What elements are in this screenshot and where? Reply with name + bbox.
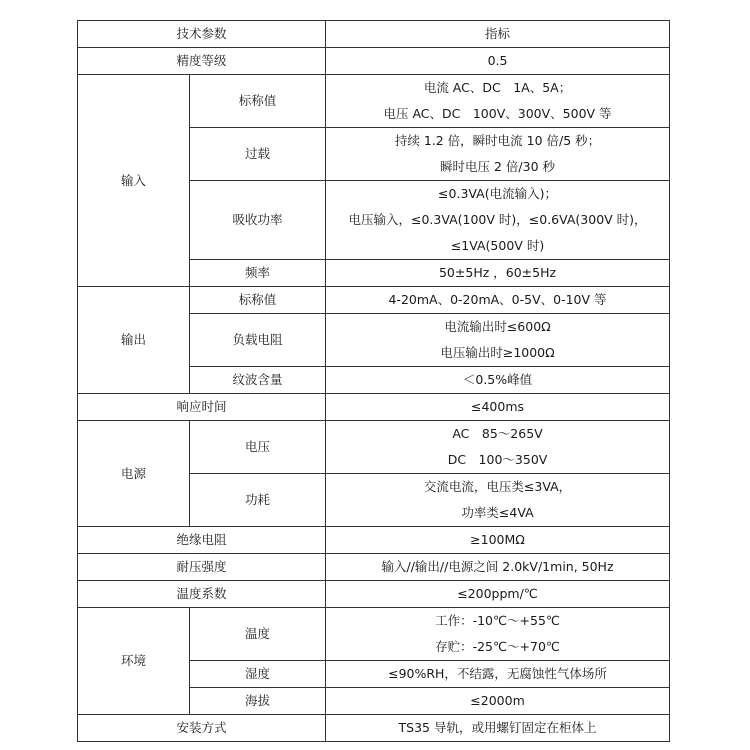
table-row bbox=[78, 715, 670, 742]
row-value-input-power bbox=[326, 181, 670, 260]
header-value: 指标 bbox=[326, 21, 670, 48]
row-value-output-ripple: ＜0.5%峰值 bbox=[326, 367, 670, 394]
row-label-insulation: 绝缘电阻 bbox=[78, 527, 326, 554]
value-line: AC 85～265V bbox=[452, 426, 543, 441]
group-env: 环境 bbox=[78, 608, 190, 715]
row-label-input-overload: 过载 bbox=[190, 128, 326, 181]
value-line: 持续 1.2 倍，瞬时电流 10 倍/5 秒； bbox=[394, 133, 601, 148]
row-value-input-overload bbox=[326, 128, 670, 181]
row-value-input-nominal bbox=[326, 75, 670, 128]
row-label-input-freq: 频率 bbox=[190, 260, 326, 287]
value-line: 工作：-10℃～+55℃ bbox=[435, 613, 560, 628]
row-label-output-ripple: 纹波含量 bbox=[190, 367, 326, 394]
header-param: 技术参数 bbox=[78, 21, 326, 48]
value-line: DC 100～350V bbox=[447, 452, 548, 467]
value-line: 电流 AC、DC 1A、5A； bbox=[423, 80, 572, 95]
row-value-env-humidity: ≤90%RH，不结露，无腐蚀性气体场所 bbox=[326, 661, 670, 688]
row-value-supply-consumption bbox=[326, 474, 670, 527]
row-value-insulation: ≥100MΩ bbox=[326, 527, 670, 554]
row-label-input-power: 吸收功率 bbox=[190, 181, 326, 260]
row-label-env-altitude: 海拔 bbox=[190, 688, 326, 715]
table-row bbox=[78, 581, 670, 608]
value-line: 功率类≤4VA bbox=[461, 505, 534, 520]
row-value-output-nominal: 4-20mA、0-20mA、0-5V、0-10V 等 bbox=[326, 287, 670, 314]
group-input: 输入 bbox=[78, 75, 190, 287]
table-header-row bbox=[78, 21, 670, 48]
row-value-tempcoef: ≤200ppm/℃ bbox=[326, 581, 670, 608]
table-row bbox=[78, 421, 670, 474]
table-row bbox=[78, 527, 670, 554]
value-line: 交流电流，电压类≤3VA， bbox=[423, 479, 572, 494]
row-label-withstand: 耐压强度 bbox=[78, 554, 326, 581]
row-value-env-altitude: ≤2000m bbox=[326, 688, 670, 715]
row-label-tempcoef: 温度系数 bbox=[78, 581, 326, 608]
value-line: 电压 AC、DC 100V、300V、500V 等 bbox=[383, 106, 612, 121]
row-value-env-temp bbox=[326, 608, 670, 661]
table-row bbox=[78, 554, 670, 581]
spec-table bbox=[77, 20, 670, 742]
row-value-output-load bbox=[326, 314, 670, 367]
row-label-supply-consumption: 功耗 bbox=[190, 474, 326, 527]
value-line: 电压输入，≤0.3VA(100V 时)，≤0.6VA(300V 时)， bbox=[348, 212, 647, 227]
table-row bbox=[78, 394, 670, 421]
table-row bbox=[78, 608, 670, 661]
group-supply: 电源 bbox=[78, 421, 190, 527]
table-row bbox=[78, 287, 670, 314]
row-label-supply-voltage: 电压 bbox=[190, 421, 326, 474]
row-value-withstand: 输入//输出//电源之间 2.0kV/1min, 50Hz bbox=[326, 554, 670, 581]
value-line: 电流输出时≤600Ω bbox=[444, 319, 551, 334]
row-value-response: ≤400ms bbox=[326, 394, 670, 421]
value-line: 存贮：-25℃～+70℃ bbox=[435, 639, 560, 654]
row-value-mounting: TS35 导轨，或用螺钉固定在柜体上 bbox=[326, 715, 670, 742]
row-label-output-load: 负载电阻 bbox=[190, 314, 326, 367]
value-line: 电压输出时≥1000Ω bbox=[440, 345, 555, 360]
value-line: ≤1VA(500V 时) bbox=[450, 238, 545, 253]
value-line: 瞬时电压 2 倍/30 秒 bbox=[440, 159, 556, 174]
row-label-input-nominal: 标称值 bbox=[190, 75, 326, 128]
row-label-response: 响应时间 bbox=[78, 394, 326, 421]
table-row bbox=[78, 48, 670, 75]
group-output: 输出 bbox=[78, 287, 190, 394]
row-value-accuracy: 0.5 bbox=[326, 48, 670, 75]
row-value-input-freq: 50±5Hz ，60±5Hz bbox=[326, 260, 670, 287]
row-label-env-humidity: 湿度 bbox=[190, 661, 326, 688]
table-row bbox=[78, 75, 670, 128]
row-label-env-temp: 温度 bbox=[190, 608, 326, 661]
row-label-accuracy: 精度等级 bbox=[78, 48, 326, 75]
row-value-supply-voltage bbox=[326, 421, 670, 474]
row-label-output-nominal: 标称值 bbox=[190, 287, 326, 314]
row-label-mounting: 安装方式 bbox=[78, 715, 326, 742]
value-line: ≤0.3VA(电流输入)； bbox=[438, 186, 557, 201]
